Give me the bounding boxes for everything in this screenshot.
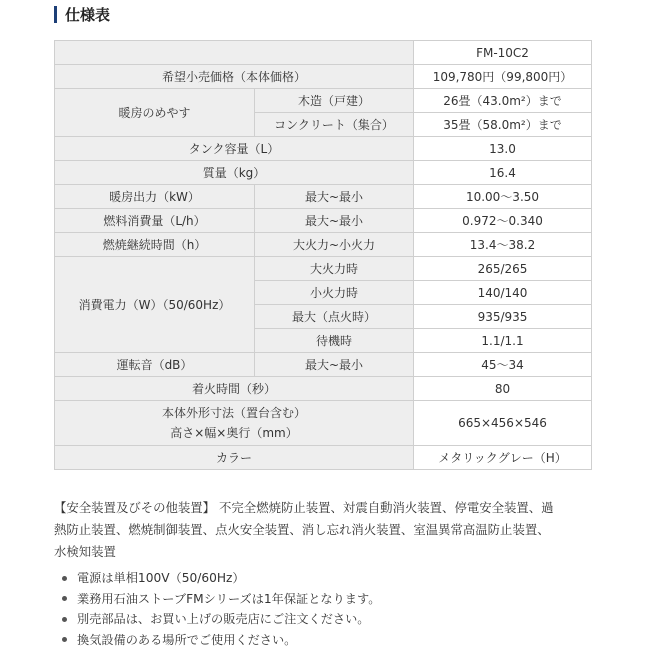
power-max-sub: 最大（点火時） [255,305,414,329]
table-row-duration [55,233,592,257]
table-row-power-high [55,257,592,281]
dimensions-label-line1: 本体外形寸法（置台含む） [161,406,306,420]
color-value: メタリックグレー（H） [414,446,592,470]
color-label: カラー [55,446,414,470]
fuel-label: 燃料消費量（L/h） [55,209,255,233]
power-low-value: 140/140 [414,281,592,305]
ignition-label: 着火時間（秒） [55,377,414,401]
bullet-icon [62,617,67,622]
power-high-sub: 大火力時 [255,257,414,281]
note-line: 熱防止装置、燃焼制御装置、点火安全装置、消し忘れ消火装置、室温異常高温防止装置、 [54,522,550,537]
spec-heading [54,4,110,24]
tank-label: タンク容量（L） [55,137,414,161]
table-row-price [55,65,592,89]
header-blank-cell [55,41,414,65]
note-line: 水検知装置 [54,544,116,559]
noise-label: 運転音（dB） [55,353,255,377]
noise-value: 45～34 [414,353,592,377]
duration-sub: 大火力~小火力 [255,233,414,257]
model-name: FM-10C2 [414,41,592,65]
output-value: 10.00～3.50 [414,185,592,209]
table-row-dimensions [55,401,592,446]
table-row-fuel [55,209,592,233]
bullet-icon [62,576,67,581]
price-value: 109,780円（99,800円） [414,65,592,89]
bullet-icon [62,637,67,642]
output-sub: 最大~最小 [255,185,414,209]
spec-table [54,40,592,470]
list-item-text: 換気設備のある場所でご使用ください。 [77,632,297,647]
heating-wood-sub: 木造（戸建） [255,89,414,113]
output-label: 暖房出力（kW） [55,185,255,209]
table-row-heating-wood [55,89,592,113]
power-label: 消費電力（W）（50/60Hz） [55,257,255,353]
power-standby-value: 1.1/1.1 [414,329,592,353]
bullet-icon [62,596,67,601]
heating-concrete-sub: コンクリート（集合） [255,113,414,137]
list-item [62,589,380,610]
duration-label: 燃焼継続時間（h） [55,233,255,257]
power-high-value: 265/265 [414,257,592,281]
table-row-mass [55,161,592,185]
duration-value: 13.4～38.2 [414,233,592,257]
price-label: 希望小売価格（本体価格） [55,65,414,89]
table-row-tank [55,137,592,161]
dimensions-value: 665×456×546 [414,401,592,446]
tank-value: 13.0 [414,137,592,161]
list-item [62,609,380,630]
power-max-value: 935/935 [414,305,592,329]
power-low-sub: 小火力時 [255,281,414,305]
fuel-value: 0.972～0.340 [414,209,592,233]
heating-label: 暖房のめやす [55,89,255,137]
heating-concrete-value: 35畳（58.0m²）まで [414,113,592,137]
dimensions-label [55,401,414,446]
noise-sub: 最大~最小 [255,353,414,377]
note-line: 【安全装置及びその他装置】 不完全燃焼防止装置、対震自動消火装置、停電安全装置、過 [54,500,554,515]
mass-value: 16.4 [414,161,592,185]
notes-list [62,568,380,650]
list-item-text: 電源は単相100V（50/60Hz） [77,571,245,585]
power-standby-sub: 待機時 [255,329,414,353]
safety-devices-note [54,497,594,563]
table-row-color [55,446,592,470]
fuel-sub: 最大~最小 [255,209,414,233]
heading-accent-bar [54,6,57,23]
list-item [62,568,380,589]
table-row-model [55,41,592,65]
mass-label: 質量（kg） [55,161,414,185]
table-row-noise [55,353,592,377]
list-item [62,630,380,651]
table-row-output [55,185,592,209]
dimensions-label-line2: 高さ×幅×奥行（mm） [170,426,298,440]
heating-wood-value: 26畳（43.0m²）まで [414,89,592,113]
list-item-text: 別売部品は、お買い上げの販売店にご注文ください。 [77,612,370,626]
table-row-ignition [55,377,592,401]
list-item-text: 業務用石油ストーブFMシリーズは1年保証となります。 [77,591,381,606]
ignition-value: 80 [414,377,592,401]
heading-title: 仕様表 [65,5,111,24]
